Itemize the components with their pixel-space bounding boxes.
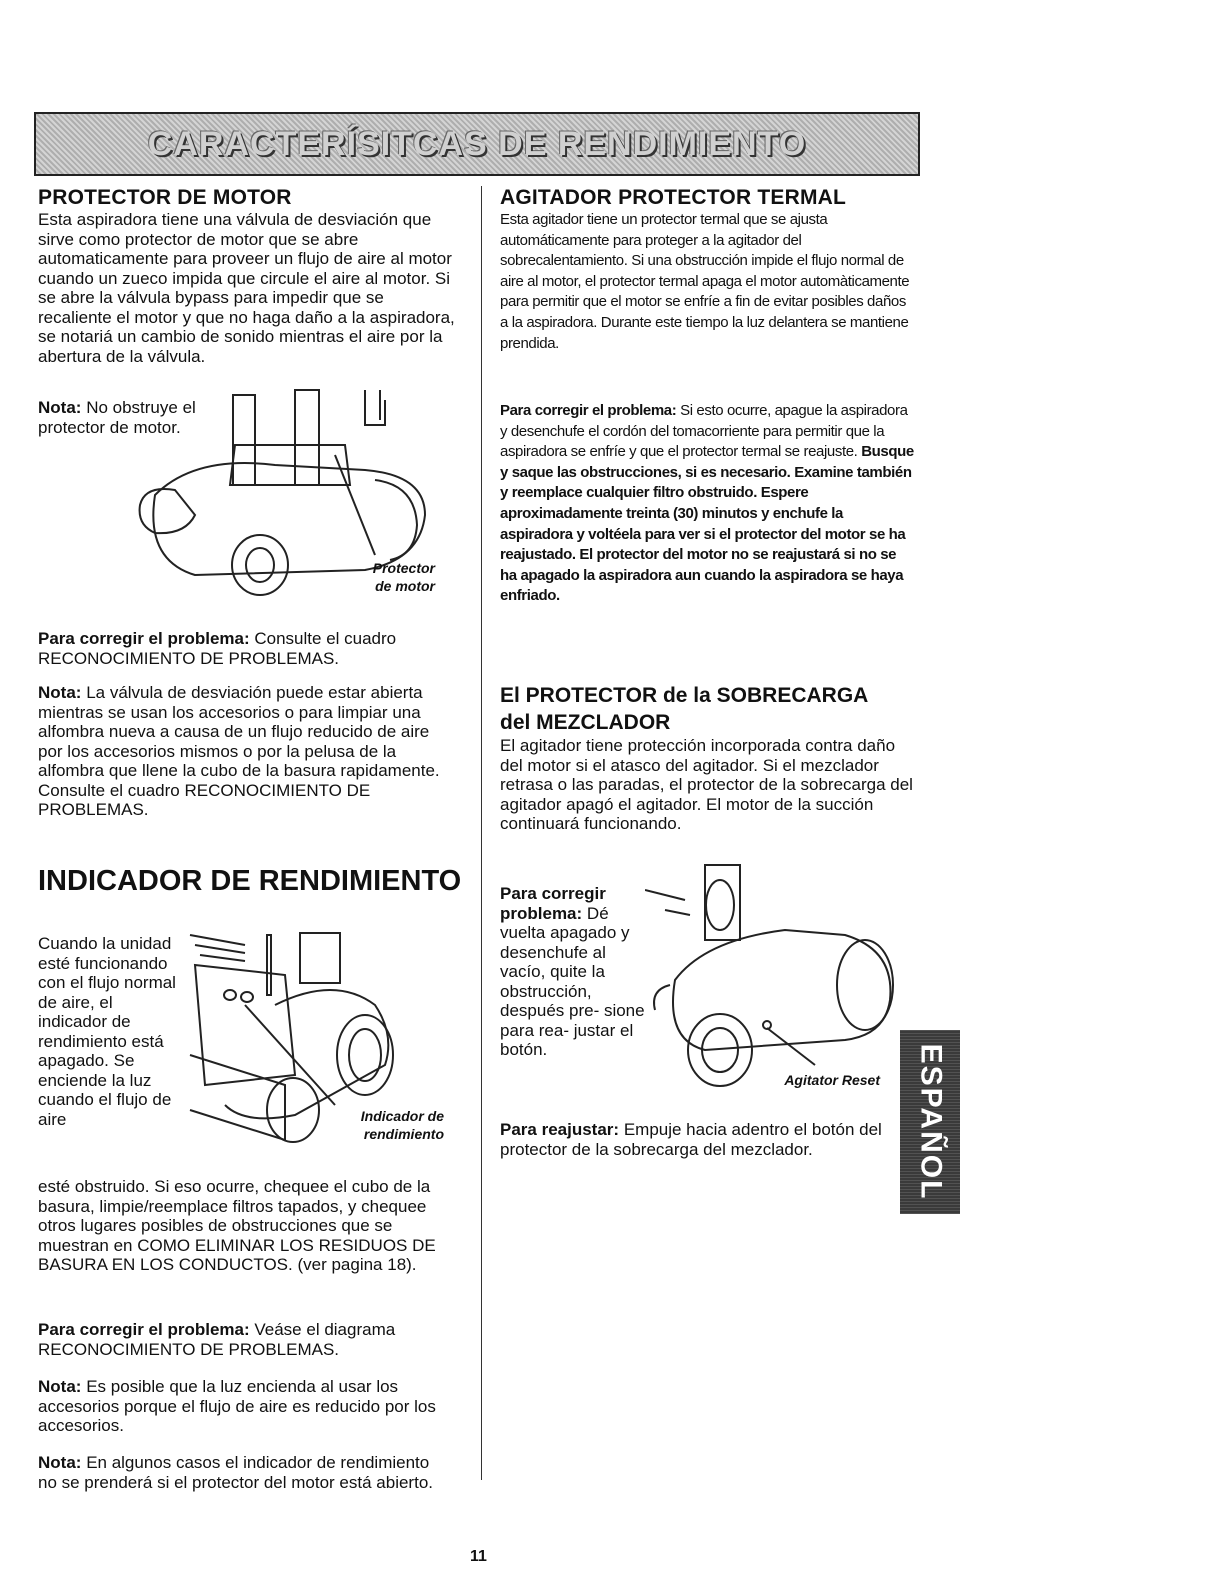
- note-label: Nota:: [38, 1453, 82, 1472]
- fix-text: Veáse el diagrama RECONOCIMIENTO DE PROBLEMAS.: [38, 1320, 396, 1359]
- caption-line: Indicador de: [360, 1108, 444, 1124]
- note-text: La válvula de desviación puede estar abierta mientras se usan los accesorios o para limpiar una alfombra nueva a causa de un flujo reducido de aire por los accesorios mismos o por la pelusa de la alfombra que llene la cubo de la basura rapidamente. Consulte el cuadro RECONOCIMIENTO DE PROBLEMAS.: [38, 683, 440, 819]
- motor-protector-section: [38, 186, 458, 366]
- fix-label: Para corregir el problema:: [38, 629, 250, 648]
- indicator-paragraph-a: Cuando la unidad esté funcionando con el flujo normal de aire, el indicador de rendimiento está apagado. Se enciende la luz cuando el flujo de aire: [38, 934, 176, 1129]
- agitator-reset-caption: Agitator Reset: [784, 1072, 880, 1088]
- motor-protector-heading: PROTECTOR DE MOTOR: [38, 186, 292, 209]
- indicator-paragraph-b: esté obstruido. Si eso ocurre, chequee el cubo de la basura, limpie/reemplace filtros tapados, y chequee otros lugares posibles de obstrucciones que se muestran en COMO ELIMINAR LOS RESIDUOS DE BASURA EN LOS CONDUCTOS. (ver pagina 18).: [38, 1177, 436, 1274]
- note-label: Nota:: [38, 398, 82, 417]
- section-banner: [34, 112, 920, 176]
- caption-line: Protector: [372, 560, 435, 576]
- agitator-reset-illustration: [645, 860, 900, 1090]
- note-label: Nota:: [38, 683, 82, 702]
- overload-fix: [500, 884, 650, 1060]
- indicator-text-a: [38, 934, 178, 1129]
- fix-indicator: [38, 1320, 463, 1359]
- thermal-fix: [500, 401, 915, 607]
- reset-text: Empuje hacia adentro el botón del protector de la sobrecarga del mezclador.: [500, 1120, 882, 1159]
- fix-motor: [38, 629, 458, 668]
- motor-protector-text: Esta aspiradora tiene una válvula de desviación que sirve como protector de motor que se abre automaticamente para proveer un flujo de aire al motor cuando un zueco impida que circule el aire al motor. Si se abre la válvula bypass para impedir que se recaliente el motor y que no haga daño a la aspiradora, se notariá un cambio de sonido mientras el aire por la abertura de la válvula.: [38, 210, 455, 366]
- fix-label: Para corregir problema:: [500, 884, 606, 923]
- caption-line: de motor: [375, 578, 435, 594]
- language-tab: [900, 1030, 960, 1214]
- fix-text: Si esto ocurre, apague la aspiradora y desenchufe el cordón del tomacorriente para permitir que la aspiradora se enfríe y que el protector termal se reajuste.: [500, 402, 908, 461]
- note-bypass: [38, 683, 458, 820]
- note-label: Nota:: [38, 1377, 82, 1396]
- language-tab-label: ESPAÑOL: [914, 1043, 948, 1201]
- thermal-protector-section: [500, 186, 915, 354]
- note-text: En algunos casos el indicador de rendimiento no se prenderá si el protector del motor está abierto.: [38, 1453, 433, 1492]
- indicator-section: [38, 864, 468, 898]
- indicator-text-b: [38, 1177, 463, 1275]
- note-text: No obstruye el protector de motor.: [38, 398, 196, 437]
- banner-title: CARACTERÍSITCAS DE RENDIMIENTO: [147, 124, 807, 163]
- fix-label: Para corregir el problema:: [500, 402, 677, 419]
- fix-text-bold: Busque y saque las obstrucciones, si es necesario. Examine también y reemplace cualquier filtro obstruido. Espere aproximadamente treinta (30) minutos y enchufe la aspiradora y voltéela para ver si el protector del motor se ha reajustado. El protector del motor no se reajustará si no se ha apagado la aspiradora aun cuando la aspiradora se haya enfriado.: [500, 443, 914, 605]
- note-accessories: [38, 1377, 448, 1436]
- reset-label: Para reajustar:: [500, 1120, 620, 1139]
- indicator-heading: INDICADOR DE RENDIMIENTO: [38, 865, 462, 897]
- reset-instructions: [500, 1120, 900, 1159]
- caption-line: rendimiento: [363, 1126, 444, 1142]
- note-text: Es posible que la luz encienda al usar los accesorios porque el flujo de aire es reducido por los accesorios.: [38, 1377, 436, 1435]
- thermal-protector-heading: AGITADOR PROTECTOR TERMAL: [500, 186, 847, 209]
- thermal-protector-text: Esta agitador tiene un protector termal que se ajusta automáticamente para proteger a la agitador del sobrecalentamiento. Si una obstrucción impide el flujo normal de aire al motor, el protector termal apaga el motor automàticamente para permitir que el motor se enfríe a fin de evitar posibles daños a la aspiradora. Durante este tiempo la luz delantera se mantiene prendida.: [500, 211, 910, 352]
- motor-protector-caption: [330, 559, 435, 595]
- fix-label: Para corregir el problema:: [38, 1320, 250, 1339]
- note-motor-open: [38, 1453, 448, 1492]
- fix-text: Dé vuelta apagado y desenchufe al vacío, quite la obstrucción, después pre- sione para rea- justar el botón.: [500, 903, 645, 1059]
- overload-heading-line1: El PROTECTOR de la SOBRECARGA: [500, 684, 869, 707]
- overload-section: [500, 682, 920, 834]
- indicator-caption: [320, 1107, 444, 1143]
- fix-text: Consulte el cuadro RECONOCIMIENTO DE PROBLEMAS.: [38, 629, 397, 668]
- overload-text: El agitador tiene protección incorporada contra daño del motor si el atasco del agitador. Si el mezclador retrasa o las paradas, el protector de la sobrecarga del agitador apagó el agitador. El motor de la succión continuará funcionando.: [500, 736, 913, 833]
- overload-heading-line2: del MEZCLADOR: [500, 711, 671, 734]
- column-divider: [481, 186, 482, 1480]
- page-number: 11: [470, 1548, 487, 1565]
